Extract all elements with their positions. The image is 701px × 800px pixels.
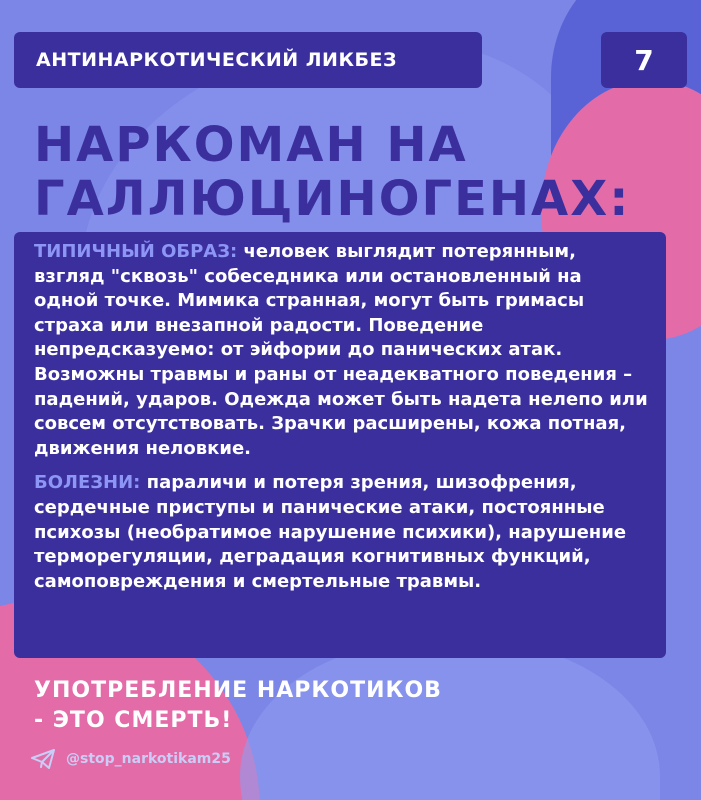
series-tag-label: АНТИНАРКОТИЧЕСКИЙ ЛИКБЕЗ — [36, 49, 397, 71]
slogan-line-1: УПОТРЕБЛЕНИЕ НАРКОТИКОВ — [34, 678, 442, 703]
handle-text: @stop_narkotikam25 — [66, 751, 231, 767]
content-panel — [14, 232, 666, 658]
diseases-text: параличи и потеря зрения, шизофрения, сердечные приступы и панические атаки, постоянные психозы (необратимое нарушение психики), нарушение терморегуляции, деградация когнитивных функций, самоповреждения и смертельные травмы. — [34, 472, 627, 592]
diseases-label: БОЛЕЗНИ: — [34, 472, 141, 494]
series-tag — [14, 32, 482, 88]
page-number-badge — [601, 32, 687, 88]
telegram-icon — [30, 748, 56, 770]
typical-label: ТИПИЧНЫЙ ОБРАЗ: — [34, 241, 238, 262]
page-number: 7 — [634, 43, 654, 77]
title-line-1: НАРКОМАН НА — [34, 117, 468, 173]
typical-text: человек выглядит потерянным, взгляд "сквозь" собеседника или остановленный на одной точке. Мимика странная, могут быть гримасы страха или внезапной радости. Поведение непредсказуемо: от эйфории до панических атак. Возможны травмы и раны от неадекватного поведения – падений, ударов. Одежда может быть надета нелепо или совсем отсутствовать. Зрачки расширены, кожа потная, движения неловкие. — [34, 241, 648, 459]
title-line-2: ГАЛЛЮЦИНОГЕНАХ: — [34, 171, 631, 227]
typical-paragraph — [34, 240, 650, 461]
social-handle[interactable] — [30, 748, 231, 770]
page-title — [34, 118, 630, 226]
slogan — [34, 676, 442, 736]
diseases-paragraph — [34, 471, 650, 594]
slogan-line-2: - ЭТО СМЕРТЬ! — [34, 708, 233, 733]
